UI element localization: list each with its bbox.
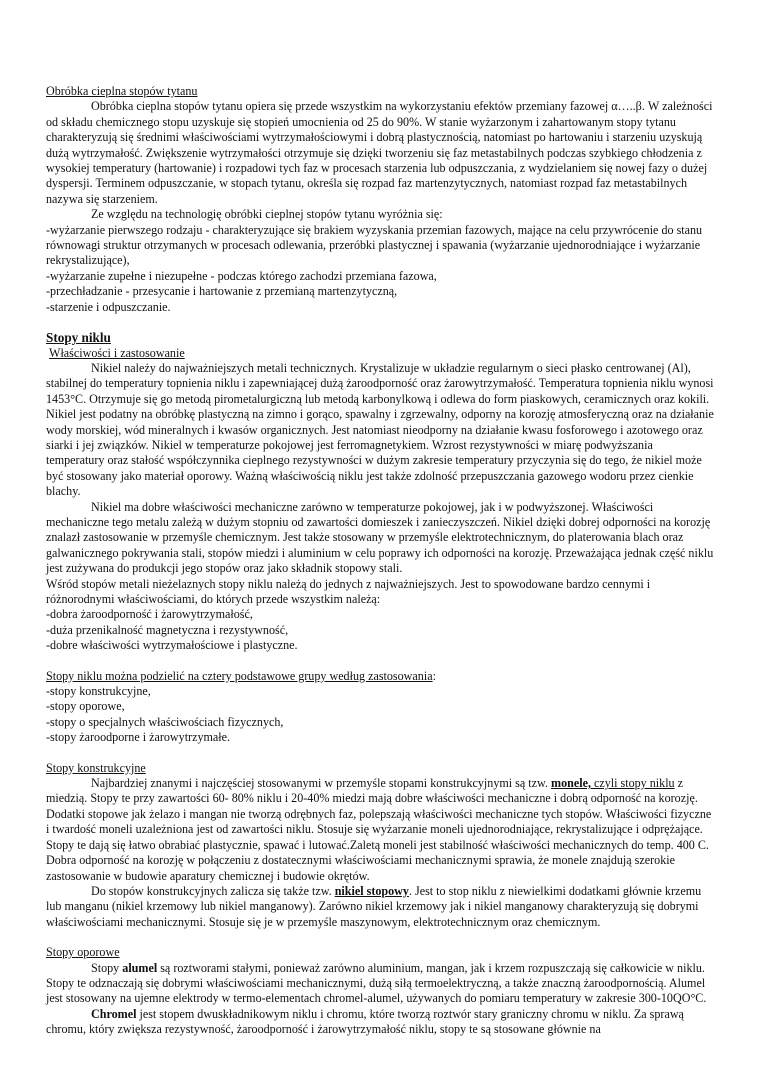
paragraph-monele [46,776,714,884]
list-item: -stopy żaroodporne i żarowytrzymałe. [46,730,231,745]
list-item: -duża przenikalność magnetyczna i rezystywność, [46,622,289,637]
groups-intro-text: Stopy niklu można podzielić na cztery podstawowe grupy według zastosowania [46,668,433,683]
paragraph: Nikiel ma dobre właściwości mechaniczne zarówno w temperaturze pokojowej, jak i w podwyższonej. Właściwości mechaniczne tego metalu zależą w dużym stopniu od zawartości domieszek i zanieczyszczeń. Nikiel dzięki dobrej odporności na korozję znalazł zastosowanie w przemyśle chemicznym. Jest także stosowany w przemyśle elektrotechnicznym, do platerowania blach oraz galwanicznego pokrywania stali, stopów miedzi i aluminium w celu poprawy ich odporności na korozję. Przeważająca jednak część niklu jest zużywana do produkcji jego stopów oraz jako składnik stopowy stali. [46,499,714,576]
term-nikiel-stopowy: nikiel stopowy [334,883,409,898]
text-run: . Jest to stop niklu z niewielkimi dodatkami głównie krzemu lub manganu (nikiel krzemowy lub nikiel manganowy). Zarówno nikiel krzemowy jak i nikiel manganowy charakteryzują się dobrymi właściwościami mechanicznymi. Stosuje się je w przemyśle maszynowym, elektrotechnicznym oraz chemicznym. [46,883,702,929]
section-heading-titanium-heat-treatment: Obróbka cieplna stopów tytanu [46,84,198,98]
paragraph: Nikiel należy do najważniejszych metali technicznych. Krystalizuje w układzie regularnym o sieci płasko centrowanej (Al), stabilnej do temperatury topnienia niklu i zapewniającej dużą żaroodporność oraz żarowytrzymałość. Temperatura topnienia niklu wynosi 1453°C. Otrzymuje się go metodą pirometalurgiczną lub metodą karbonylkową i odlewa do form piaskowych, ceramicznych oraz kokili. Nikiel jest podatny na obróbkę plastyczną na zimno i gorąco, spawalny i zgrzewalny, odporny na korozję atmosferyczną oraz na działanie wody morskiej, wód mineralnych i kwasów organicznych. Jest natomiast nieodporny na działanie kwasu fosforowego i azotowego oraz siarki i jej związków. Nikiel w temperaturze pokojowej jest ferromagnetykiem. Wzrost rezystywności w miarę podwyższania temperatury oraz stałość współczynnika cieplnego rezystywności w dużym zakresie temperatury przyczynia się do tego, że nikiel może być stosowany jako materiał oporowy. Ważną właściwością niklu jest także zdolność przepuszczania gazowego wodoru przez cienkie blachy. [46,360,714,499]
text-run: są roztworami stałymi, ponieważ zarówno aluminium, mangan, jak i krzem rozpuszczają się całkowicie w niklu. Stopy te odznaczają się dobrymi właściwościami mechanicznymi, dużą siłą termoelektryczną, a także znaczną żaroodpornością. Alumel jest stosowany na ujemne elektrody w termo-elementach chromel-alumel, używanych do pomiaru temperatury w zakresie 300-10QO°C. [46,960,707,1006]
paragraph-alumel [46,961,714,1007]
term-alumel: alumel [122,960,158,975]
subheading-text: Właściwości i zastosowanie [49,345,185,360]
groups-intro-colon: : [432,668,436,683]
list-item: -wyżarzanie pierwszego rodzaju - charakteryzujące się brakiem wyzyskania przemian fazowych, mające na celu przywrócenie do stanu równowagi struktur otrzymanych w procesach odlewania, przeróbki plastycznej i spawania (wyżarzanie ujednorodniające i wyżarzanie rekrystalizujące), [46,222,703,268]
paragraph: Wśród stopów metali nieżelaznych stopy niklu należą do jednych z najważniejszych. Jest to spowodowane bardzo cennymi i różnorodnymi właściwościami, do których przede wszystkim należą: [46,576,651,606]
text-run: Stopy [91,960,123,975]
spacer [46,930,714,945]
list-item: -starzenie i odpuszczanie. [46,299,171,314]
section-heading-structural-alloys: Stopy konstrukcyjne [46,760,146,775]
list-item: -stopy o specjalnych właściwościach fizycznych, [46,714,284,729]
paragraph: Obróbka cieplna stopów tytanu opiera się przede wszystkim na wykorzystaniu efektów przemiany fazowej α…..β. W zależności od składu chemicznego stopu uzyskuje się stopień umocnienia od 25 do 90%. W stanie wyżarzonym i zahartowanym stopy tytanu charakteryzują się średnimi właściwościami wytrzymałościowymi i dobrą plastycznością, natomiast po hartowaniu i starzeniu uzyskują dużą wytrzymałość. Zwiększenie wytrzymałości otrzymuje się dzięki tworzeniu się faz metastabilnych podczas szybkiego chłodzenia z wysokiej temperatury (hartowanie) i rozpadowi tych faz w procesach starzenia lub odpuszczania, z wydzielaniem się nowej fazy o dużej dyspersji. Terminem odpuszczanie, w stopach tytanu, określa się rozpad faz martenzytycznych, natomiast rozpad faz metastabilnych nazywa się starzeniem. [46,99,713,206]
section-heading-nickel-alloys: Stopy niklu [46,330,111,346]
paragraph-nikiel-stopowy [46,884,714,930]
text-run: Najbardziej znanymi i najczęściej stosowanymi w przemyśle stopami konstrukcyjnymi są tzw. [91,776,551,791]
spacer [46,654,714,669]
list-item: -stopy konstrukcyjne, [46,684,151,699]
text-run: z miedzią. Stopy te przy zawartości 60- 80% niklu i 20-40% miedzi mają dobre właściwości mechaniczne i dobrą odporność na korozję. Dodatki stopowe jak żelazo i mangan nie tworzą odrębnych faz, polepszają właściwości mechaniczne tych stopów. Właściwości fizyczne i twardość moneli uzależniona jest od zawartości niklu. Stosuje się wyżarzanie moneli ujednorodniające, rekrystalizujące i odprężające. Stopy te dają się łatwo obrabiać plastycznie, spawać i lutować.Zaletą moneli jest stabilność właściwości mechanicznych do temp. 400 C. Dobra odporność na korozję w połączeniu z dostatecznymi właściwościami mechanicznymi sprawia, że monele znajdują szerokie zastosowanie w budowie aparatury chemicznej i budowie okrętów. [46,776,712,883]
document-page [46,84,714,1038]
spacer [46,746,714,761]
paragraph-chromel [46,1007,714,1038]
section-heading-resistance-alloys: Stopy oporowe [46,945,120,960]
list-item: -przechładzanie - przesycanie i hartowanie z przemianą martenzytyczną, [46,284,398,299]
list-item: -dobre właściwości wytrzymałościowe i plastyczne. [46,638,298,653]
list-item: -stopy oporowe, [46,699,125,714]
text-run: czyli stopy niklu [590,776,675,791]
term-chromel: Chromel [91,1006,137,1021]
subsection-heading-properties [46,346,714,361]
spacer [46,315,714,330]
list-item: -wyżarzanie zupełne i niezupełne - podczas którego zachodzi przemiana fazowa, [46,268,437,283]
list-item: -dobra żaroodporność i żarowytrzymałość, [46,607,253,622]
groups-intro [46,669,714,684]
paragraph: Ze względu na technologię obróbki cieplnej stopów tytanu wyróżnia się: [91,207,443,222]
term-monele: monele, [551,776,591,791]
text-run: Do stopów konstrukcyjnych zalicza się także tzw. [91,883,335,898]
text-run: jest stopem dwuskładnikowym niklu i chromu, które tworzą roztwór stary graniczny chromu w niklu. Za sprawą chromu, który zwiększa rezystywność, żaroodporność i żarowytrzymałość niklu, stopy te są stosowane głównie na [46,1006,684,1037]
